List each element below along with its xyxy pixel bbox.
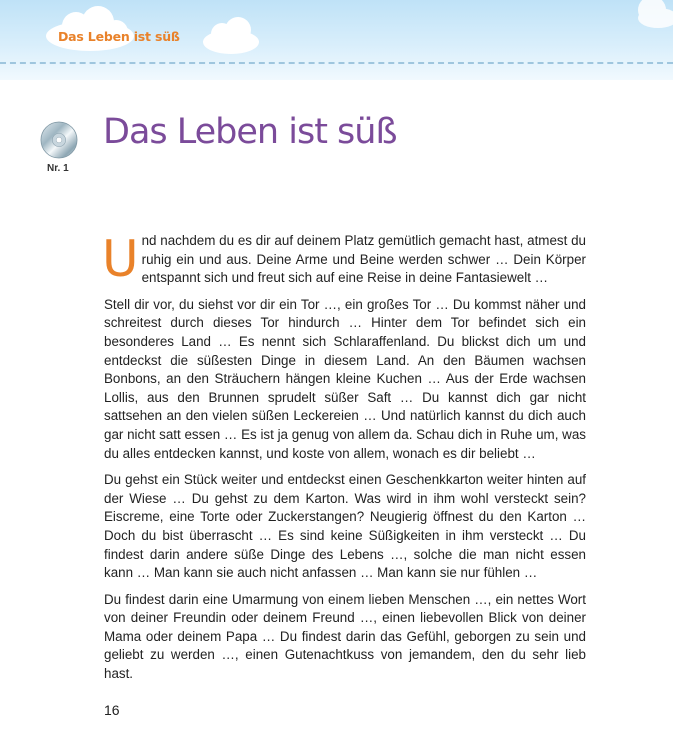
page-title: Das Leben ist süß [103,112,397,152]
paragraph: Du findest darin eine Umarmung von einem lieben Menschen …, ein nettes Wort von deiner Freundin oder deinem Freund …, einen liebevollen Blick von deiner Mama oder deinem Papa … Du findest darin das Gefühl, geborgen zu sein und geliebt zu werden …, einen Gutenachtkuss von jemandem, den du sehr lieb hast. [104,591,586,682]
paragraph-text: nd nachdem du es dir auf deinem Platz gemütlich gemacht hast, atmest du ruhig ein und aus. Deine Arme und Beine werden schwer … Dein Körper entspannt sich und freut sich auf eine Reise in deine Fantasiewelt … [141,233,586,286]
chapter-number: Nr. 1 [47,163,69,174]
paragraph: Du gehst ein Stück weiter und entdeckst einen Geschenkkarton weiter hinten auf der Wiese … Du gehst zu dem Karton. Was wird in ihm wohl versteckt sein? Eiscreme, eine Torte oder Zuckerstangen? Neugierig öffnest du den Karton … Doch du bist überrascht … Es sind keine Süßigkeiten in ihm versteckt … Du findest darin andere süße Dinge des Lebens …, solche die man nicht essen kann … Man kann sie auch nicht anfassen … Man kann sie nur fühlen … [104,472,586,581]
running-header-title: Das Leben ist süß [58,29,180,44]
drop-cap: U [102,230,139,288]
cloud-icon [622,0,673,36]
paragraph: Stell dir vor, du siehst vor dir ein Tor …, ein großes Tor … Du kommst näher und schreitest durch dieses Tor hindurch … Hinter dem Tor befindet sich ein besonderes Land … Es nennt sich Schlaraffenland. Du blickst dich um und entdeckst die süßesten Dinge in diesem Land. An den Bäumen wachsen Bonbons, an den Sträuchern hängen kleine Kuchen … Aus der Erde wachsen Lollis, aus den Brunnen sprudelt süßer Saft … Du kannst dich gar nicht sattsehen an den vielen süßen Leckereien … Und natürlich kannst du dich auch gar nicht satt essen … Es ist ja genug von allem da. Schau dich in Ruhe um, was du alles entdecken kannst, und koste von allem, wonach es dir beliebt … [104,296,586,461]
story-text [104,232,586,692]
header-dashed-line [0,62,673,64]
cd-disc-icon [40,121,78,159]
cloud-icon [198,14,264,58]
paragraph [104,232,586,288]
page-number: 16 [104,702,120,718]
